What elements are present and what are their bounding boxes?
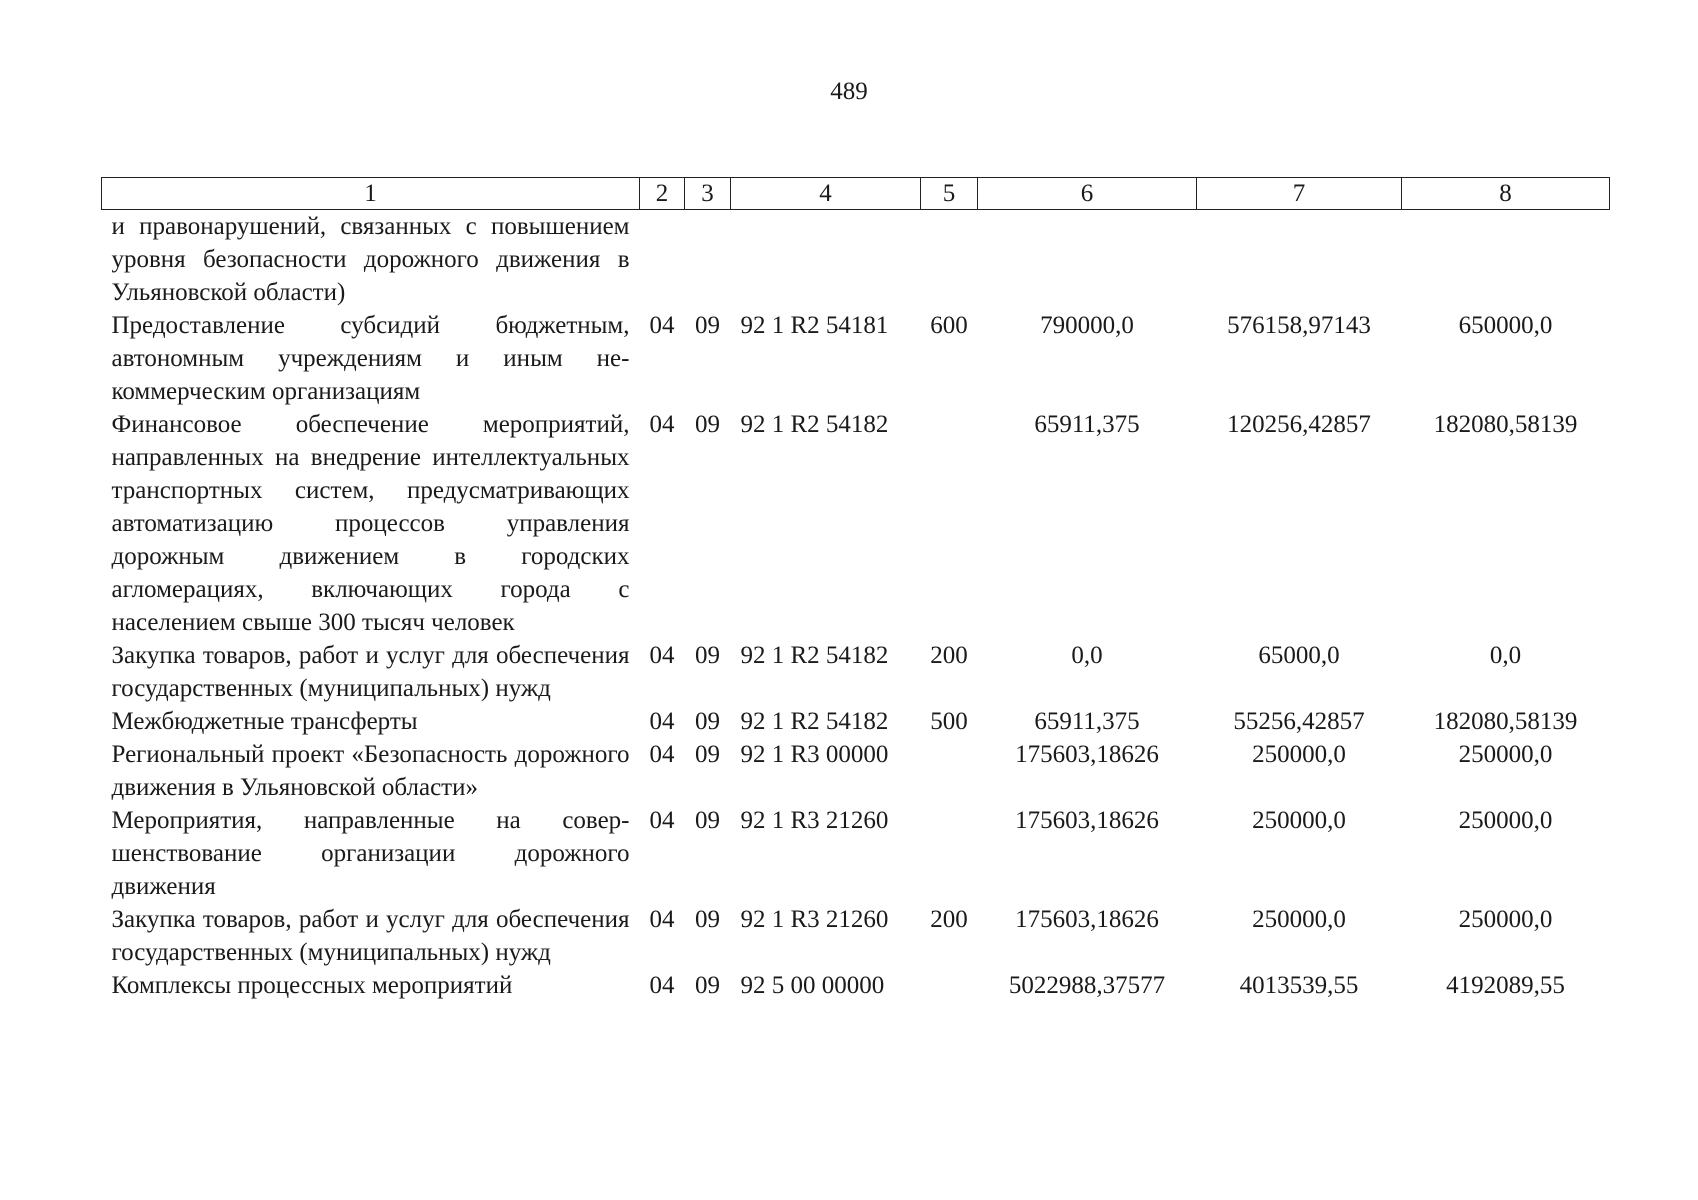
table-row [102,210,1610,310]
row-name: и правонарушений, связанных с повышением уровня безопасности дорожного движения в Ульяновской области) [111,213,630,306]
row-target-article: 92 1 R3 00000 [740,741,889,768]
row-value-col8: 650000,0 [1458,312,1553,339]
table-row [102,639,1610,705]
row-value-col7: 576158,97143 [1227,312,1371,339]
row-value-col6: 5022988,37577 [1008,972,1166,999]
row-subsection: 09 [695,642,720,669]
table-row [102,738,1610,804]
header-row [102,178,1610,210]
row-value-col6: 175603,18626 [1015,807,1159,834]
page-number: 489 [830,78,868,105]
row-expense-type [921,210,978,310]
row-name: Предоставление субсидий бюджетным, автономным учреждениям и иным некоммерческим организациям [111,312,630,405]
table-row [102,705,1610,738]
row-value-col6: 65911,375 [1034,708,1140,735]
header-col-2: 2 [640,178,685,210]
row-section: 04 [649,312,675,339]
header-col-1: 1 [102,178,640,210]
row-section: 04 [649,708,675,735]
row-target-article: 92 1 R2 54182 [740,708,889,735]
row-value-col7: 250000,0 [1252,741,1346,768]
row-value-col8: 250000,0 [1458,741,1553,768]
row-subsection: 09 [695,807,720,834]
row-subsection [685,210,731,310]
row-value-col6 [978,210,1197,310]
row-section [640,210,685,310]
table-header [102,178,1610,210]
row-value-col6: 0,0 [1071,642,1103,669]
header-col-5: 5 [921,178,978,210]
row-target-article: 92 1 R2 54182 [740,411,889,438]
row-expense-type: 200 [930,642,968,669]
table-body [102,210,1610,1003]
header-col-3: 3 [685,178,731,210]
row-value-col8 [1402,210,1610,310]
row-section: 04 [649,741,675,768]
row-value-col6: 175603,18626 [1015,741,1159,768]
row-value-col8: 182080,58139 [1433,411,1578,438]
row-subsection: 09 [695,906,720,933]
row-value-col8: 182080,58139 [1433,708,1578,735]
row-expense-type: 600 [930,312,968,339]
header-col-7: 7 [1197,178,1402,210]
row-value-col7 [1197,210,1402,310]
row-target-article: 92 1 R3 21260 [740,807,889,834]
row-section: 04 [649,972,675,999]
row-name: Финансовое обеспечение мероприятий, направленных на внедрение интеллектуальных транспортных систем, предусматривающих автоматизацию процессов управления дорожным движением в городских агломерациях, включающих города с населением свыше 300 тысяч человек [111,411,630,636]
row-name: Закупка товаров, работ и услуг для обеспечения государственных (муниципальных) нужд [111,642,630,702]
row-value-col8: 250000,0 [1458,807,1553,834]
row-target-article: 92 5 00 00000 [740,972,885,999]
row-name: Закупка товаров, работ и услуг для обеспечения государственных (муниципальных) нужд [111,906,630,966]
budget-table [101,177,1610,1002]
table-row [102,903,1610,969]
row-value-col6: 790000,0 [1040,312,1134,339]
table-row [102,309,1610,408]
row-value-col6: 175603,18626 [1015,906,1159,933]
row-value-col7: 4013539,55 [1239,972,1359,999]
header-col-8: 8 [1402,178,1610,210]
row-section: 04 [649,411,675,438]
table-row [102,408,1610,639]
row-value-col7: 250000,0 [1252,906,1346,933]
row-subsection: 09 [695,741,720,768]
row-expense-type: 500 [930,708,968,735]
row-name: Мероприятия, направленные на совершенствование организации дорожного движения [111,807,630,900]
row-subsection: 09 [695,411,720,438]
row-section: 04 [649,906,675,933]
header-col-4: 4 [731,178,921,210]
row-name: Региональный проект «Безопасность дорожного движения в Ульяновской области» [111,741,630,801]
row-expense-type [921,408,978,639]
row-value-col8: 4192089,55 [1446,972,1565,999]
row-section: 04 [649,642,675,669]
row-value-col7: 55256,42857 [1233,708,1365,735]
row-value-col7: 65000,0 [1258,642,1340,669]
row-expense-type: 200 [930,906,968,933]
row-value-col6: 65911,375 [1034,411,1140,438]
row-value-col7: 120256,42857 [1227,411,1371,438]
header-col-6: 6 [978,178,1197,210]
row-subsection: 09 [695,708,720,735]
row-expense-type [921,969,978,1002]
row-subsection: 09 [695,972,720,999]
row-target-article: 92 1 R3 21260 [740,906,889,933]
row-value-col8: 250000,0 [1458,906,1553,933]
row-value-col7: 250000,0 [1252,807,1346,834]
row-expense-type [921,738,978,804]
table-row [102,804,1610,903]
row-subsection: 09 [695,312,720,339]
row-target-article: 92 1 R2 54181 [740,312,889,339]
row-target-article: 92 1 R2 54182 [740,642,889,669]
row-value-col8: 0,0 [1489,642,1522,669]
row-name: Межбюджетные трансферты [111,708,418,735]
table-row [102,969,1610,1002]
row-section: 04 [649,807,675,834]
row-name: Комплексы процессных мероприятий [111,972,513,999]
row-expense-type [921,804,978,903]
row-target-article [731,210,921,310]
